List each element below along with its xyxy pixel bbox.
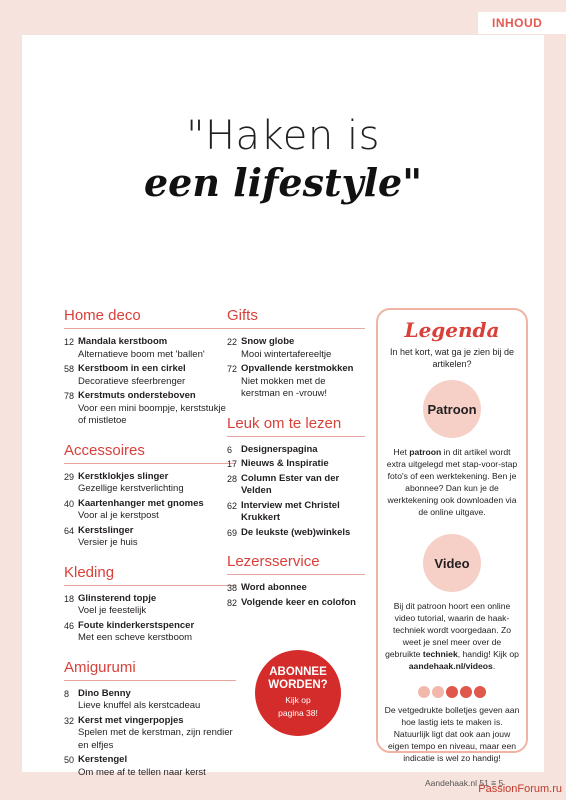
toc-entry-text (78, 390, 236, 428)
toc-entry-text (78, 715, 236, 753)
toc-entry-description: Alternatieve boom met 'ballen' (78, 348, 205, 360)
difficulty-dot-icon (446, 686, 458, 698)
toc-page-number: 46 (64, 620, 75, 631)
toc-entry-text (241, 582, 307, 595)
patroon-badge: Patroon (423, 380, 481, 438)
toc-entry-title: Snow globe (241, 336, 295, 347)
toc-entry[interactable] (64, 525, 236, 550)
toc-entry[interactable] (227, 597, 365, 610)
legenda-subtitle: In het kort, wat ga je zien bij de artikelen? (389, 347, 515, 369)
toc-entry-description: Gezellige kerstverlichting (78, 483, 184, 494)
legenda-box (376, 308, 528, 763)
patroon-description: Het patroon in dit artikel wordt extra uitgelegd met stap-voor-stap foto's of een werktekening. Ben je abonnee? Dan kun je de werktekening ook downloaden via de online uitgave. (386, 447, 518, 517)
toc-page-number: 38 (227, 583, 238, 593)
section-tab: INHOUD (478, 12, 566, 34)
toc-entry[interactable] (64, 688, 236, 713)
toc-entry-text (241, 444, 318, 457)
toc-entry-text (241, 597, 356, 610)
toc-page-number: 78 (64, 391, 75, 401)
toc-column-left (64, 307, 236, 793)
difficulty-dot-icon (418, 686, 430, 698)
toc-entry-title: Kerstmuts ondersteboven (78, 390, 196, 401)
toc-entry[interactable] (64, 363, 236, 388)
toc-entry-text (78, 363, 186, 388)
toc-entry-description: Voor al je kerstpost (78, 510, 159, 521)
toc-entry[interactable] (227, 582, 365, 595)
toc-page-number: 62 (227, 500, 238, 511)
toc-entry[interactable] (227, 458, 365, 471)
toc-entry-title: Dino Benny (78, 687, 131, 699)
toc-entry-text (241, 363, 365, 401)
toc-entry[interactable] (64, 715, 236, 753)
toc-page-number: 22 (227, 337, 238, 347)
toc-entry[interactable] (64, 620, 236, 645)
toc-entry-text (78, 498, 204, 523)
toc-entry-title: Nieuws & Inspiratie (241, 458, 329, 469)
page-footer: Aandehaak.nl 51 ≡ 5 (425, 778, 504, 788)
watermark: PassionForum.ru (478, 783, 562, 795)
difficulty-dots (378, 686, 526, 698)
toc-entry-description: Niet mokken met de kerstman en -vrouw! (241, 375, 328, 399)
toc-section-title: Home deco (64, 307, 236, 329)
toc-page-number: 58 (64, 364, 75, 374)
toc-entry[interactable] (227, 500, 365, 525)
toc-page-number: 8 (64, 688, 70, 699)
toc-entry-text (78, 471, 184, 496)
toc-section-title: Amigurumi (64, 659, 236, 681)
toc-entry-title: Kerstslinger (78, 524, 134, 536)
toc-section-title: Gifts (227, 307, 365, 329)
toc-entry-description: Mooi wintertafereeltje (241, 348, 332, 360)
toc-entry-text (241, 458, 329, 471)
toc-entry-title: Column Ester van der Velden (241, 472, 340, 496)
toc-page-number: 17 (227, 459, 238, 469)
toc-entry-text (78, 620, 194, 645)
dots-description: De vetgedrukte bolletjes geven aan hoe lastig iets te maken is. Natuurlijk ligt dat ook aan jouw eigen tempo en niveau, maar een indicatie is wel zo handig! (384, 705, 520, 763)
toc-entry-title: Kerstklokjes slinger (78, 470, 169, 482)
toc-column-middle (227, 307, 365, 623)
toc-entry[interactable] (64, 390, 236, 428)
toc-section (64, 659, 236, 780)
toc-entry-text (78, 754, 206, 779)
toc-entry-title: Kerst met vingerpopjes (78, 714, 184, 726)
toc-entry-title: Kerstboom in een cirkel (78, 363, 186, 374)
toc-entry-description: Spelen met de kerstman, zijn rendier en elfjes (78, 727, 233, 751)
toc-section (227, 415, 365, 540)
toc-entry[interactable] (64, 336, 236, 361)
difficulty-dot-icon (432, 686, 444, 698)
toc-entry-title: Kerstengel (78, 754, 128, 765)
toc-entry-text (241, 527, 350, 540)
toc-section-title: Lezersservice (227, 553, 365, 575)
toc-entry-text (78, 688, 200, 713)
toc-entry-description: Met een scheve kerstboom (78, 632, 193, 643)
toc-entry-title: Word abonnee (241, 582, 307, 593)
toc-entry[interactable] (64, 593, 236, 618)
toc-entry-title: Interview met Christel Krukkert (241, 499, 340, 523)
toc-entry-title: Opvallende kerstmokken (241, 363, 354, 374)
toc-section (227, 307, 365, 401)
toc-page-number: 50 (64, 755, 75, 765)
toc-page-number: 32 (64, 715, 75, 726)
video-badge: Video (423, 534, 481, 592)
toc-entry-text (78, 525, 138, 550)
toc-entry-title: Volgende keer en colofon (241, 596, 356, 608)
toc-section (64, 307, 236, 428)
toc-entry[interactable] (227, 527, 365, 540)
toc-entry[interactable] (64, 754, 236, 779)
video-description: Bij dit patroon hoort een online video tutorial, waarin de haak-techniek wordt voorgedaan. Zo weet je snel meer over de gebruikte techniek, handig! Kijk op aandehaak.nl/videos. (385, 601, 519, 671)
difficulty-dot-icon (474, 686, 486, 698)
toc-entry-title: Kaartenhanger met gnomes (78, 497, 204, 509)
toc-entry-title: Glinsterend topje (78, 592, 157, 604)
toc-entry-text (241, 336, 331, 361)
toc-page-number: 69 (227, 527, 238, 538)
toc-section-title: Accessoires (64, 442, 236, 464)
toc-page-number: 6 (227, 444, 233, 455)
toc-entry[interactable] (64, 498, 236, 523)
toc-entry-description: Voor een mini boompje, kerststukje of mistletoe (78, 402, 226, 426)
toc-entry-description: Lieve knuffel als kerstcadeau (78, 700, 201, 711)
toc-page-number: 18 (64, 593, 75, 604)
toc-page-number: 72 (227, 364, 238, 374)
toc-entry-text (241, 473, 365, 498)
toc-section (64, 564, 236, 645)
difficulty-dot-icon (460, 686, 472, 698)
toc-page-number: 82 (227, 597, 238, 608)
toc-entry[interactable] (64, 471, 236, 496)
toc-page-number: 64 (64, 525, 75, 536)
toc-entry[interactable] (227, 473, 365, 498)
toc-entry[interactable] (227, 444, 365, 457)
toc-entry-title: Designerspagina (241, 443, 318, 455)
toc-entry[interactable] (227, 363, 365, 401)
toc-entry-text (241, 500, 365, 525)
headline-line-1: "Haken is (186, 113, 380, 159)
toc-entry-description: Decoratieve sfeerbrenger (78, 375, 186, 387)
subscribe-line-1: ABONNEE (269, 666, 327, 678)
subscribe-line-2: WORDEN? (268, 679, 328, 691)
toc-section (227, 553, 365, 609)
toc-entry-text (78, 336, 205, 361)
toc-entry-description: Versier je huis (78, 537, 138, 548)
toc-page-number: 28 (227, 473, 238, 484)
toc-section-title: Kleding (64, 564, 236, 586)
subscribe-line-3: Kijk op (285, 695, 311, 705)
toc-entry-title: Mandala kerstboom (78, 336, 168, 347)
toc-entry-description: Voel je feestelijk (78, 605, 147, 616)
subscribe-line-4: pagina 38! (278, 708, 318, 718)
toc-entry[interactable] (227, 336, 365, 361)
toc-page-number: 29 (64, 471, 75, 482)
legenda-title: Legenda (404, 318, 500, 342)
toc-entry-title: De leukste (web)winkels (241, 526, 351, 538)
toc-section-title: Leuk om te lezen (227, 415, 365, 437)
toc-entry-title: Foute kinderkerstspencer (78, 619, 195, 631)
toc-entry-description: Om mee af te tellen naar kerst (78, 766, 206, 778)
toc-section (64, 442, 236, 550)
toc-entry-text (78, 593, 156, 618)
subscribe-badge[interactable] (255, 650, 341, 736)
toc-page-number: 12 (64, 337, 75, 347)
toc-page-number: 40 (64, 498, 75, 509)
headline-line-2: een lifestyle" (143, 160, 423, 205)
